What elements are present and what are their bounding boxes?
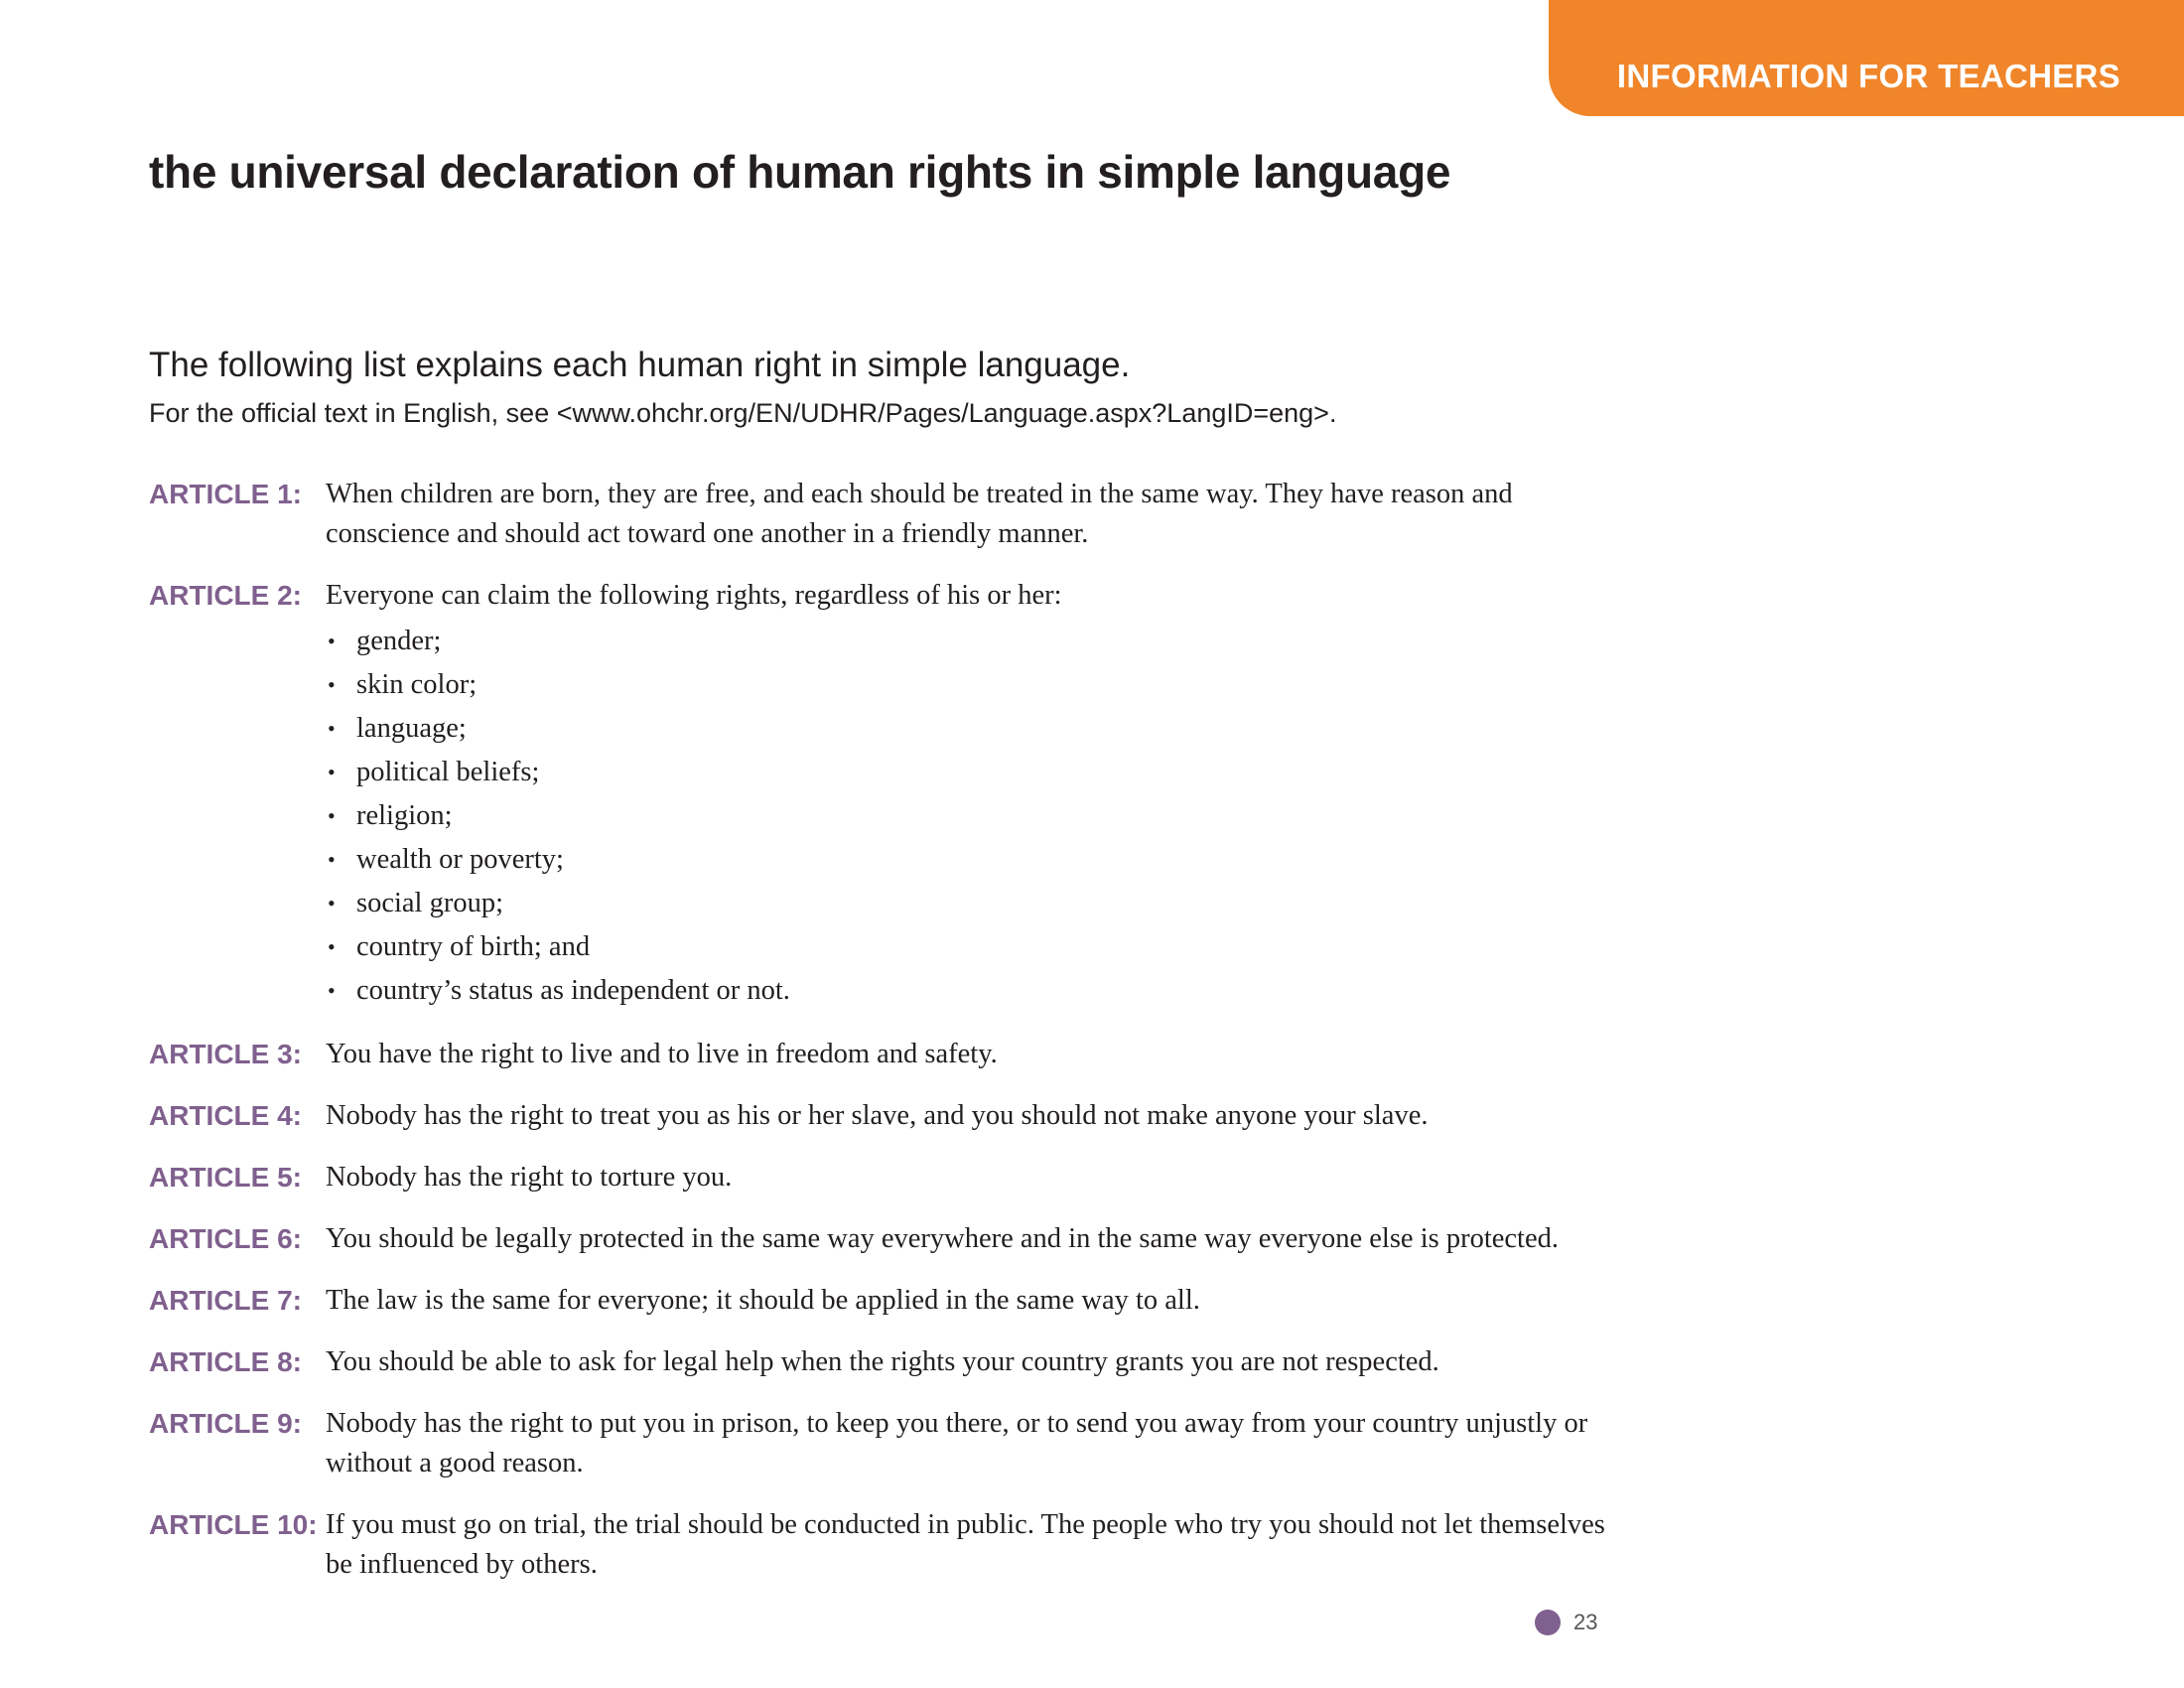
bullet-icon: • [328,891,336,915]
article-6 [149,1219,1638,1259]
bullet-icon: • [328,803,336,828]
article-text: You should be legally protected in the same way everywhere and in the same way everyone else is protected. [326,1223,1559,1254]
article-text: Everyone can claim the following rights, regardless of his or her: [326,580,1062,611]
article-label: ARTICLE 5: [149,1162,302,1193]
bullet-icon: • [328,934,336,959]
list-item [326,925,1638,969]
article-text: Nobody has the right to put you in prison, to keep you there, or to send you away from your country unjustly or without a good reason. [326,1408,1588,1478]
article-body [326,576,1638,1013]
article-text: You have the right to live and to live in freedom and safety. [326,1039,998,1069]
list-item-text: skin color; [356,669,478,700]
article-label: ARTICLE 8: [149,1346,302,1377]
page-title: the universal declaration of human rights in simple language [149,146,1451,198]
list-item [326,751,1638,794]
article-2 [149,576,1638,1013]
page-dot-icon [1535,1610,1561,1635]
list-item [326,882,1638,925]
article-list [149,475,1638,1607]
page-footer [1535,1610,1597,1635]
article-3 [149,1035,1638,1074]
list-item [326,707,1638,751]
list-item-text: wealth or poverty; [356,844,564,875]
article-label: ARTICLE 2: [149,580,302,611]
bullet-icon: • [328,629,336,653]
article-label: ARTICLE 10: [149,1509,318,1540]
article-label: ARTICLE 3: [149,1039,302,1069]
list-item-text: gender; [356,626,442,656]
article-5 [149,1158,1638,1197]
bullet-icon: • [328,672,336,697]
list-item-text: country’s status as independent or not. [356,975,790,1006]
list-item-text: social group; [356,888,504,918]
list-item [326,794,1638,838]
article-10 [149,1505,1638,1585]
article-text: When children are born, they are free, and each should be treated in the same way. They have reason and conscience and should act toward one another in a friendly manner. [326,479,1513,549]
article-1 [149,475,1638,554]
list-item [326,838,1638,882]
list-item [326,663,1638,707]
article-label: ARTICLE 9: [149,1408,302,1439]
bullet-icon: • [328,847,336,872]
page-number: 23 [1573,1610,1598,1634]
article-text: The law is the same for everyone; it should be applied in the same way to all. [326,1285,1200,1316]
article-text: You should be able to ask for legal help when the rights your country grants you are not respected. [326,1346,1439,1377]
article-label: ARTICLE 7: [149,1285,302,1316]
list-item [326,969,1638,1013]
section-tab [1549,0,2184,116]
bullet-icon: • [328,716,336,741]
article-text: If you must go on trial, the trial should be conducted in public. The people who try you should not let themselves be influenced by others. [326,1509,1605,1580]
article-text: Nobody has the right to torture you. [326,1162,733,1193]
list-item [326,620,1638,663]
article-9 [149,1404,1638,1483]
list-item-text: religion; [356,800,453,831]
bullet-icon: • [328,978,336,1003]
bullet-list [326,620,1638,1013]
list-item-text: country of birth; and [356,931,591,962]
list-item-text: political beliefs; [356,757,540,787]
article-label: ARTICLE 4: [149,1100,302,1131]
article-7 [149,1281,1638,1321]
article-4 [149,1096,1638,1136]
intro-text: The following list explains each human right in simple language. [149,346,1131,384]
article-8 [149,1342,1638,1382]
section-tab-label: INFORMATION FOR TEACHERS [1616,58,2120,94]
article-label: ARTICLE 6: [149,1223,302,1254]
source-note: For the official text in English, see <www.ohchr.org/EN/UDHR/Pages/Language.aspx?LangID=eng>. [149,398,1337,428]
article-text: Nobody has the right to treat you as his or her slave, and you should not make anyone your slave. [326,1100,1429,1131]
list-item-text: language; [356,713,467,744]
article-label: ARTICLE 1: [149,479,302,509]
bullet-icon: • [328,760,336,784]
